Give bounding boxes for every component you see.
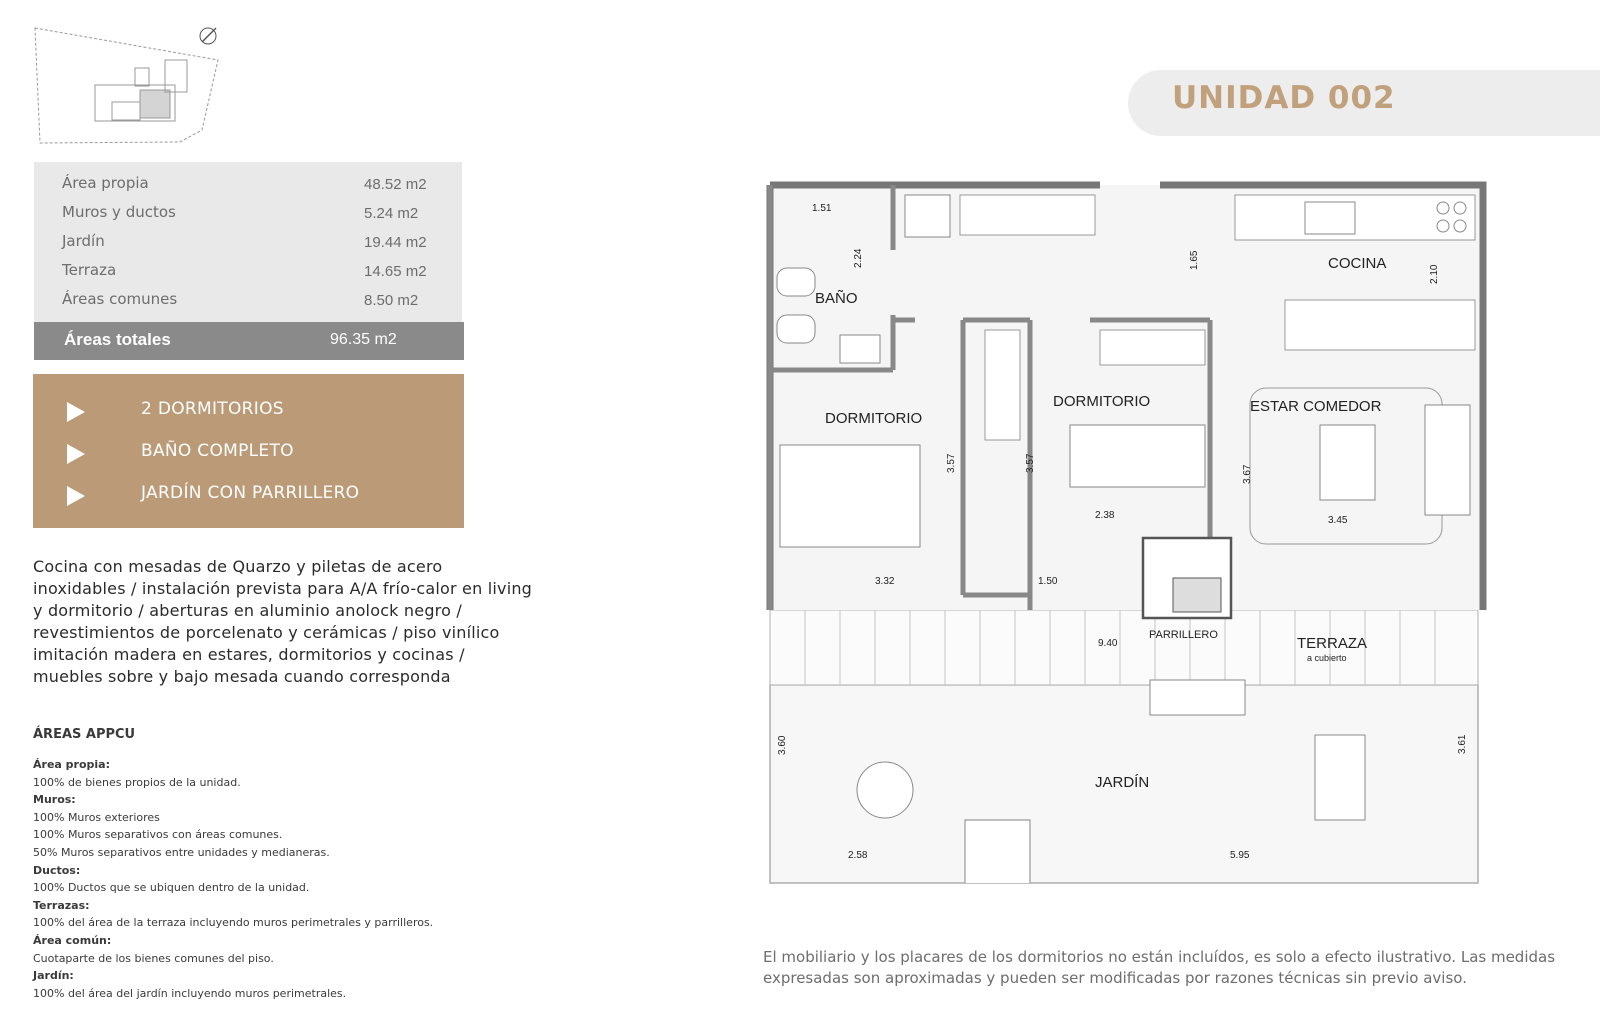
north-arrow-icon: [200, 28, 216, 44]
grill-counter: [1150, 680, 1245, 715]
unit-title: UNIDAD 002: [1172, 80, 1396, 116]
area-value: 48.52 m2: [364, 176, 427, 193]
area-total-value: 96.35 m2: [330, 331, 397, 348]
area-row: [62, 203, 442, 231]
play-icon: [67, 444, 85, 464]
area-value: 5.24 m2: [364, 205, 419, 222]
appcu-line: 100% del área de la terraza incluyendo muros perimetrales y parrilleros.: [33, 916, 434, 930]
bed-icon: [1070, 425, 1205, 487]
appcu-line: Área propia:: [33, 758, 110, 771]
appcu-line: 100% de bienes propios de la unidad.: [33, 775, 241, 789]
area-label: Terraza: [62, 261, 117, 279]
dining-table-icon: [1315, 735, 1365, 820]
area-row: [62, 232, 442, 260]
room-label-garden: JARDÍN: [1095, 774, 1150, 791]
play-icon: [67, 486, 85, 506]
bidet-icon: [777, 268, 815, 296]
feature-label: 2 DORMITORIOS: [141, 399, 284, 419]
room-label-kitchen: COCINA: [1328, 255, 1387, 272]
appcu-line: Jardín:: [33, 969, 74, 983]
dimension-label: 3.67: [1242, 464, 1253, 484]
appcu-title: ÁREAS APPCU: [33, 727, 136, 742]
description-text: Cocina con mesadas de Quarzo y piletas de acero inoxidables / instalación prevista para A/A frío-calor en living y dormitorio / aberturas en aluminio anolock negro / revestimientos de porcelenato y cerámicas / piso vinílico imitación madera en estares, dormitorios y cocinas / muebles sobre y bajo mesada cuando corresponda: [33, 557, 533, 686]
dimension-label: 3.60: [777, 735, 788, 755]
dimension-label: 3.57: [1025, 453, 1036, 473]
dimension-label: 3.57: [946, 453, 957, 473]
appcu-line: 100% Muros exteriores: [33, 810, 160, 824]
room-label-bath: BAÑO: [815, 290, 858, 307]
terrace-note: a cubierto: [1307, 653, 1347, 663]
features-box: [33, 374, 464, 528]
appcu-line: 100% Ductos que se ubiquen dentro de la unidad.: [33, 881, 310, 895]
site-plan-thumbnail: [30, 20, 240, 150]
dimension-label: 5.95: [1230, 850, 1250, 861]
dimension-label: 3.32: [875, 576, 895, 587]
closet-icon: [1100, 330, 1205, 365]
play-icon: [67, 402, 85, 422]
dimension-label: 9.40: [1098, 638, 1118, 649]
area-row: [62, 261, 442, 289]
feature-label: JARDÍN CON PARRILLERO: [141, 483, 360, 503]
area-row: [62, 290, 442, 318]
dimension-label: 2.58: [848, 850, 868, 861]
room-label-bedroom-2: DORMITORIO: [1053, 393, 1151, 410]
appcu-line: Ductos:: [33, 863, 81, 877]
dimension-label: 3.45: [1328, 515, 1348, 526]
appcu-line: 100% del área del jardín incluyendo muros perimetrales.: [33, 986, 347, 1000]
bed-icon: [780, 445, 920, 547]
appcu-line: Muros:: [33, 793, 76, 807]
kitchen-island: [1285, 300, 1475, 350]
appcu-line: Área común:: [33, 934, 112, 947]
garden-table-icon: [857, 762, 913, 818]
coffee-table-icon: [1320, 425, 1375, 500]
floor-plan: [765, 180, 1515, 900]
room-label-living: ESTAR COMEDOR: [1250, 398, 1382, 415]
area-label: Áreas comunes: [62, 290, 178, 308]
appcu-line: Terrazas:: [33, 898, 90, 912]
washer-icon: [905, 195, 950, 237]
area-label: Jardín: [62, 232, 105, 250]
terrace-area: [770, 610, 1478, 685]
area-label: Muros y ductos: [62, 203, 176, 221]
appcu-line: 50% Muros separativos entre unidades y medianeras.: [33, 846, 330, 859]
desk-icon: [960, 195, 1095, 235]
area-value: 8.50 m2: [364, 292, 419, 309]
sofa-icon: [1425, 405, 1470, 515]
area-value: 19.44 m2: [364, 234, 427, 251]
area-table: [34, 162, 462, 322]
toilet-icon: [777, 315, 815, 343]
area-row: [62, 174, 442, 202]
dimension-label: 2.38: [1095, 510, 1115, 521]
disclaimer-text: El mobiliario y los placares de los dormitorios no están incluídos, es solo a efecto ilustrativo. Las medidas expresadas son aproximadas y pueden ser modificadas por razones técnicas sin previo aviso.: [763, 948, 1556, 987]
room-label-grill: PARRILLERO: [1149, 629, 1218, 641]
dimension-label: 1.51: [812, 203, 832, 214]
dimension-label: 2.24: [853, 248, 864, 268]
appcu-line: Cuotaparte de los bienes comunes del piso.: [33, 951, 274, 965]
dimension-label: 1.50: [1038, 576, 1058, 587]
sink-icon: [840, 335, 880, 363]
grill-icon: [1173, 578, 1221, 612]
area-label: Área propia: [62, 174, 149, 192]
area-total-row: [34, 322, 464, 360]
closet-icon: [985, 330, 1020, 440]
appcu-line: 100% Muros separativos con áreas comunes.: [33, 828, 283, 842]
area-total-label: Áreas totales: [64, 330, 171, 349]
room-label-bedroom-1: DORMITORIO: [825, 410, 923, 427]
area-value: 14.65 m2: [364, 263, 427, 280]
room-label-terrace: TERRAZA: [1297, 635, 1368, 652]
dimension-label: 2.10: [1429, 264, 1440, 284]
feature-label: BAÑO COMPLETO: [141, 441, 294, 461]
dimension-label: 1.65: [1189, 250, 1200, 270]
dimension-label: 3.61: [1457, 734, 1468, 754]
